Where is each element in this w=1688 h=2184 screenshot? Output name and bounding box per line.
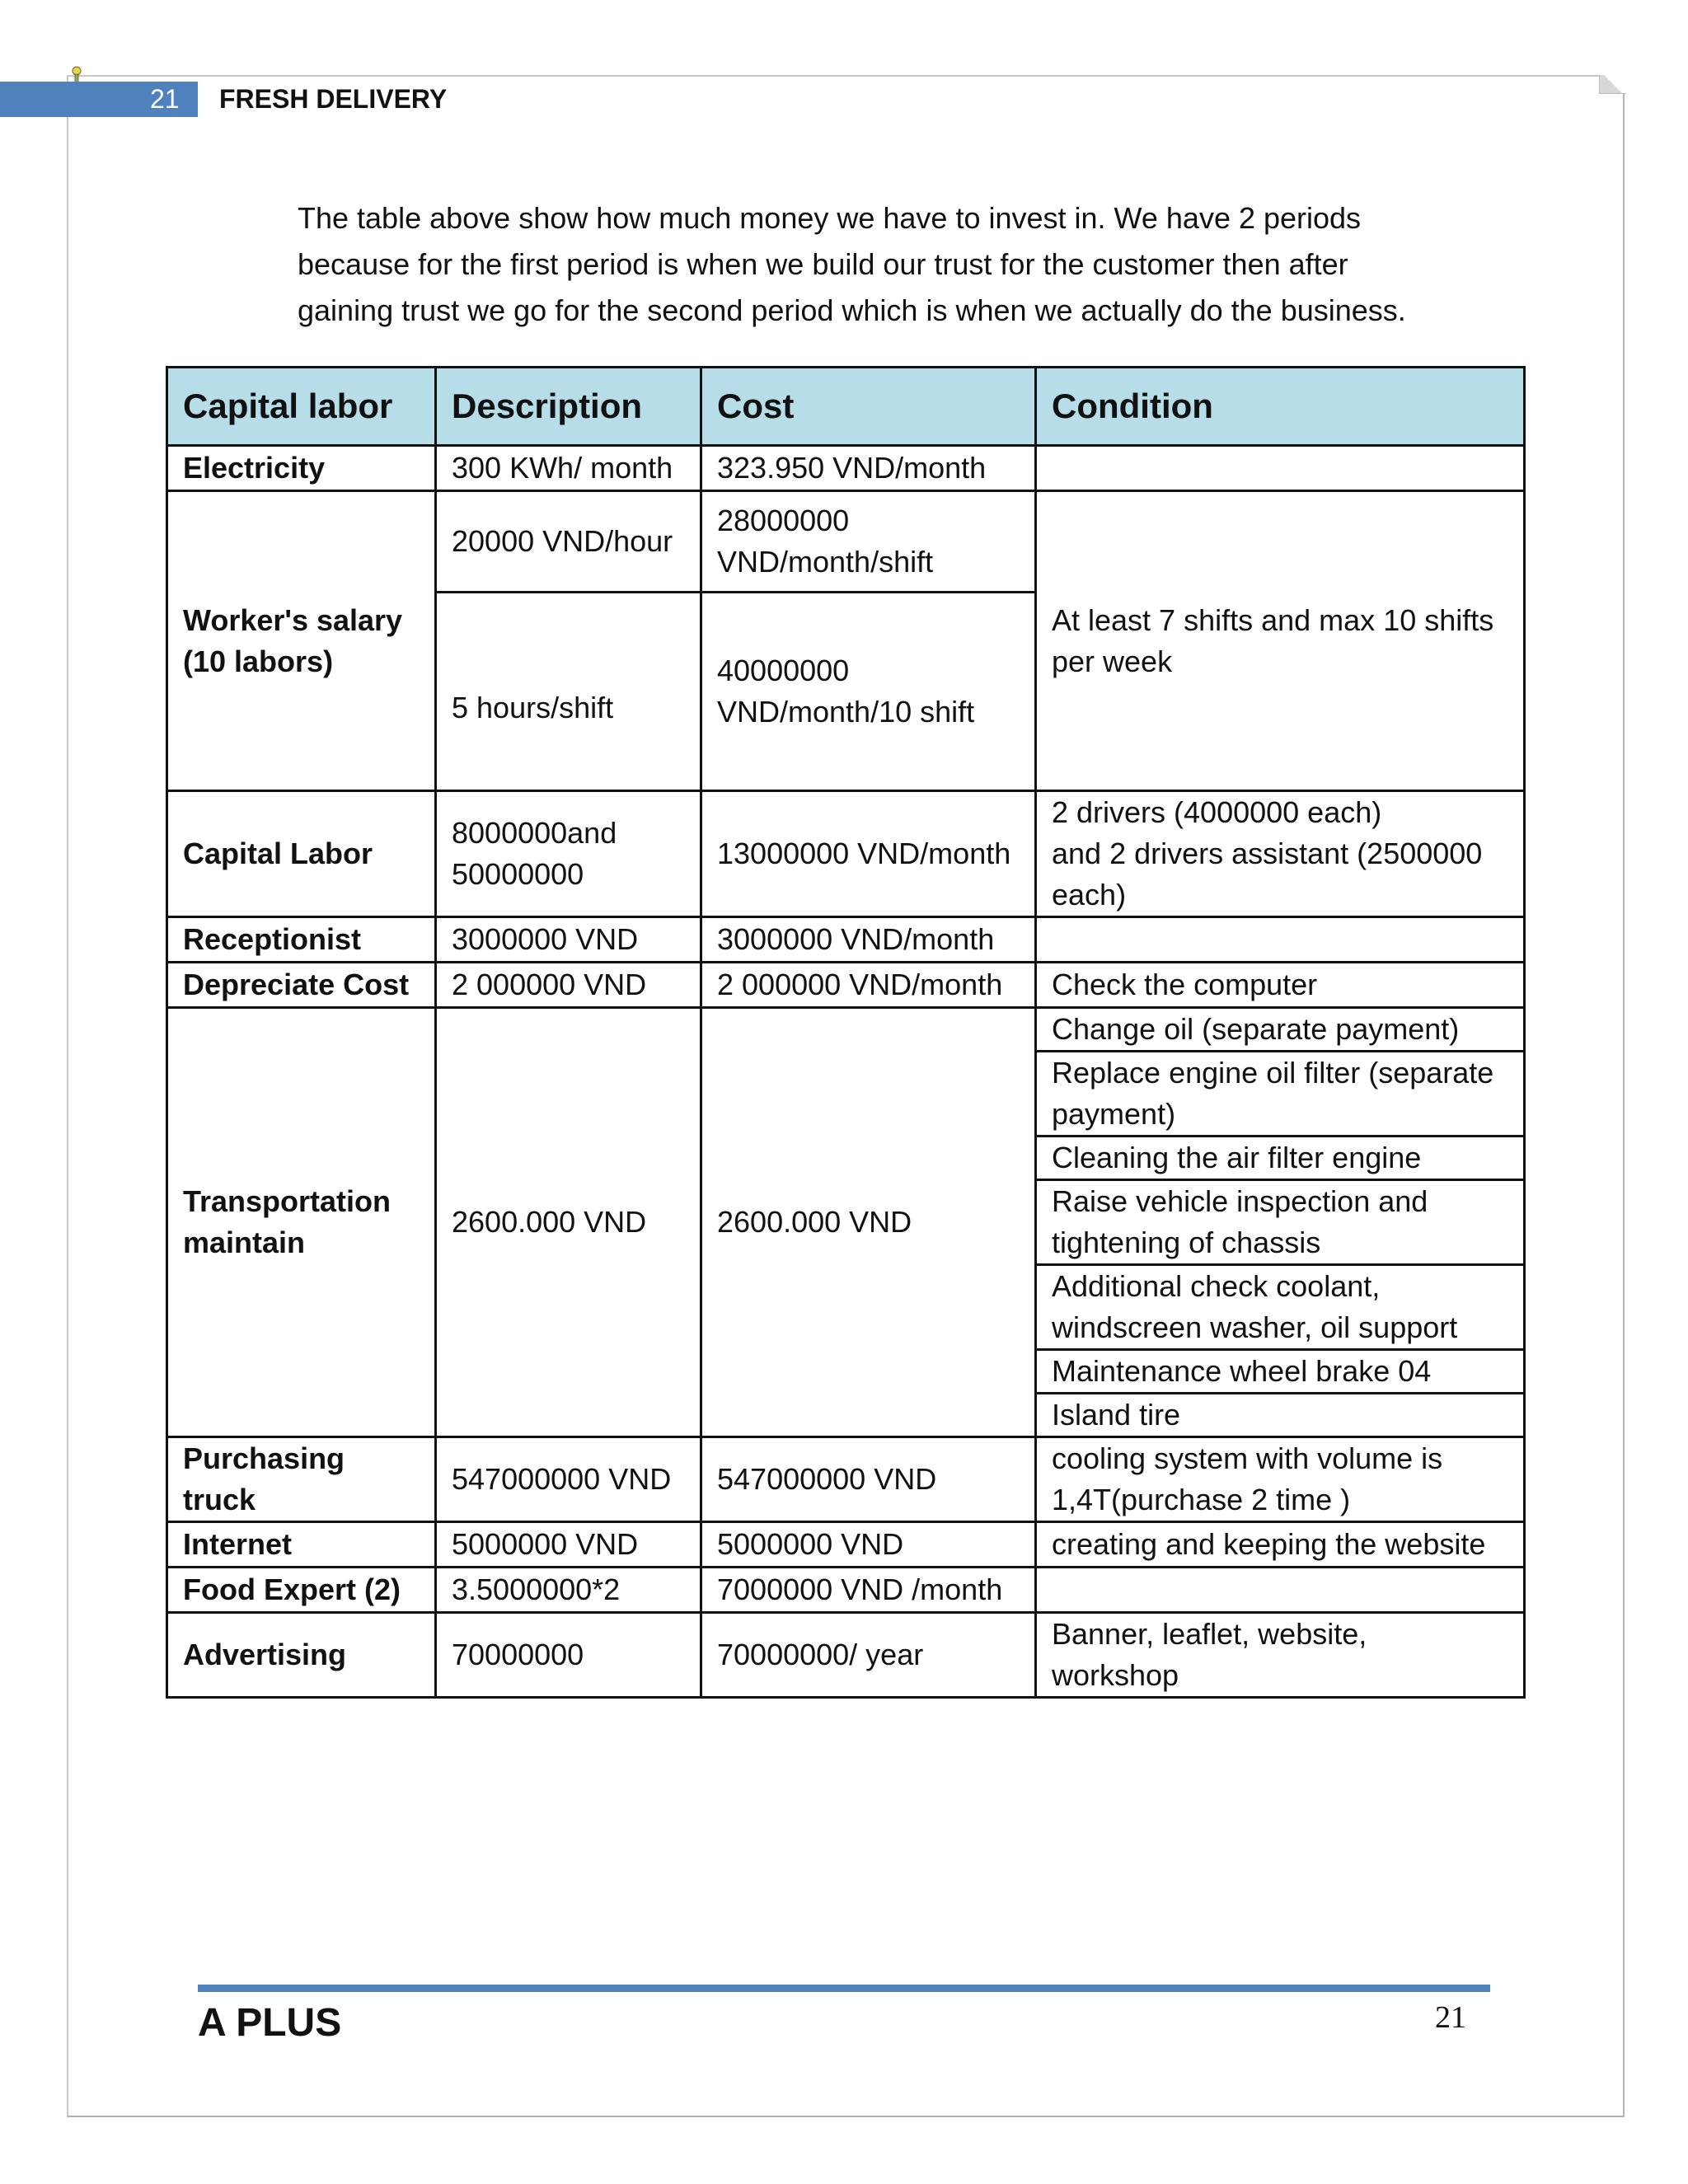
condition-cell	[1036, 1265, 1525, 1350]
cost-line: 40000000	[717, 654, 850, 687]
description-cell: 2600.000 VND	[436, 1008, 701, 1437]
table-row	[167, 491, 1525, 593]
condition-line: per week	[1052, 644, 1173, 678]
condition-cell	[1036, 446, 1525, 491]
condition-cell: creating and keeping the website	[1036, 1522, 1525, 1568]
condition-line: windscreen washer, oil support	[1052, 1310, 1458, 1344]
row-label: Receptionist	[167, 917, 436, 963]
table-row	[167, 791, 1525, 917]
table-header-row	[167, 368, 1525, 446]
cost-cell: 70000000/ year	[701, 1613, 1036, 1698]
cost-cell: 3000000 VND/month	[701, 917, 1036, 963]
table-row	[167, 1008, 1525, 1052]
row-label: Internet	[167, 1522, 436, 1568]
intro-line: gaining trust we go for the second period which is when we actually do the business.	[298, 293, 1406, 327]
cost-cell: 7000000 VND /month	[701, 1568, 1036, 1613]
cost-cell: 323.950 VND/month	[701, 446, 1036, 491]
table-row	[167, 1437, 1525, 1522]
row-label: Depreciate Cost	[167, 963, 436, 1008]
table-row	[167, 446, 1525, 491]
table-row	[167, 1522, 1525, 1568]
cost-cell: 13000000 VND/month	[701, 791, 1036, 917]
row-label	[167, 1008, 436, 1437]
condition-line: workshop	[1052, 1658, 1179, 1692]
condition-line: cooling system with volume is	[1052, 1441, 1443, 1475]
condition-line: At least 7 shifts and max 10 shifts	[1052, 602, 1494, 637]
condition-cell: Cleaning the air filter engine	[1036, 1137, 1525, 1180]
table-row	[167, 917, 1525, 963]
condition-cell: Change oil (separate payment)	[1036, 1008, 1525, 1052]
condition-line: Additional check coolant,	[1052, 1269, 1381, 1303]
row-label: Capital Labor	[167, 791, 436, 917]
condition-cell: Maintenance wheel brake 04	[1036, 1350, 1525, 1394]
cost-cell	[701, 491, 1036, 593]
footer-page-number: 21	[1435, 2000, 1466, 2035]
intro-paragraph	[298, 195, 1468, 334]
cost-cell: 2600.000 VND	[701, 1008, 1036, 1437]
condition-cell	[1036, 1568, 1525, 1613]
condition-cell	[1036, 1613, 1525, 1698]
description-line: 50000000	[452, 857, 584, 891]
label-line: maintain	[183, 1226, 306, 1259]
condition-cell: Island tire	[1036, 1394, 1525, 1437]
description-cell: 547000000 VND	[436, 1437, 701, 1522]
footer-company-name: A PLUS	[198, 2001, 342, 2045]
condition-line: Banner, leaflet, website,	[1052, 1617, 1367, 1651]
row-label: Electricity	[167, 446, 436, 491]
page-fold-corner	[1599, 75, 1626, 94]
cost-line: VND/month/shift	[717, 545, 934, 579]
header-page-number: 21	[150, 84, 180, 114]
table-row	[167, 1613, 1525, 1698]
condition-cell	[1036, 1437, 1525, 1522]
label-line: Worker's salary	[183, 602, 403, 637]
table-row	[167, 963, 1525, 1008]
description-cell: 20000 VND/hour	[436, 491, 701, 593]
description-cell: 3000000 VND	[436, 917, 701, 963]
row-label	[167, 491, 436, 791]
row-label: Food Expert (2)	[167, 1568, 436, 1613]
description-cell: 5 hours/shift	[436, 593, 701, 791]
condition-line: tightening of chassis	[1052, 1226, 1321, 1259]
condition-line: Raise vehicle inspection and	[1052, 1184, 1428, 1218]
condition-line: 2 drivers (4000000 each)	[1052, 795, 1382, 829]
cost-line: VND/month/10 shift	[717, 695, 975, 729]
footer-rule	[198, 1985, 1490, 1992]
header-cell: Cost	[701, 368, 1036, 446]
intro-line: because for the first period is when we build our trust for the customer then after	[298, 247, 1348, 281]
cost-cell: 547000000 VND	[701, 1437, 1036, 1522]
condition-cell	[1036, 1052, 1525, 1137]
condition-cell: Check the computer	[1036, 963, 1525, 1008]
table-row	[167, 1568, 1525, 1613]
capital-cost-table	[166, 366, 1526, 1699]
label-line: (10 labors)	[183, 644, 334, 678]
header-title: FRESH DELIVERY	[219, 84, 448, 114]
cost-cell: 5000000 VND	[701, 1522, 1036, 1568]
condition-line: each)	[1052, 878, 1127, 912]
condition-line: 1,4T(purchase 2 time )	[1052, 1483, 1351, 1516]
description-cell: 3.5000000*2	[436, 1568, 701, 1613]
header-cell: Condition	[1036, 368, 1525, 446]
description-cell: 2 000000 VND	[436, 963, 701, 1008]
description-line: 8000000and	[452, 816, 617, 850]
intro-line: The table above show how much money we have to invest in. We have 2 periods	[298, 201, 1362, 235]
condition-cell	[1036, 1180, 1525, 1265]
cost-cell	[701, 593, 1036, 791]
description-cell	[436, 791, 701, 917]
description-cell: 5000000 VND	[436, 1522, 701, 1568]
condition-line: Replace engine oil filter (separate	[1052, 1056, 1494, 1090]
header-cell: Description	[436, 368, 701, 446]
condition-line: payment)	[1052, 1097, 1176, 1131]
condition-cell	[1036, 917, 1525, 963]
condition-cell	[1036, 791, 1525, 917]
description-cell: 300 KWh/ month	[436, 446, 701, 491]
cost-line: 28000000	[717, 504, 850, 537]
label-line: Transportation	[183, 1184, 392, 1218]
row-label: Advertising	[167, 1613, 436, 1698]
description-cell: 70000000	[436, 1613, 701, 1698]
condition-cell	[1036, 491, 1525, 791]
cost-cell: 2 000000 VND/month	[701, 963, 1036, 1008]
header-cell: Capital labor	[167, 368, 436, 446]
row-label: Purchasing truck	[167, 1437, 436, 1522]
condition-line: and 2 drivers assistant (2500000	[1052, 837, 1483, 870]
